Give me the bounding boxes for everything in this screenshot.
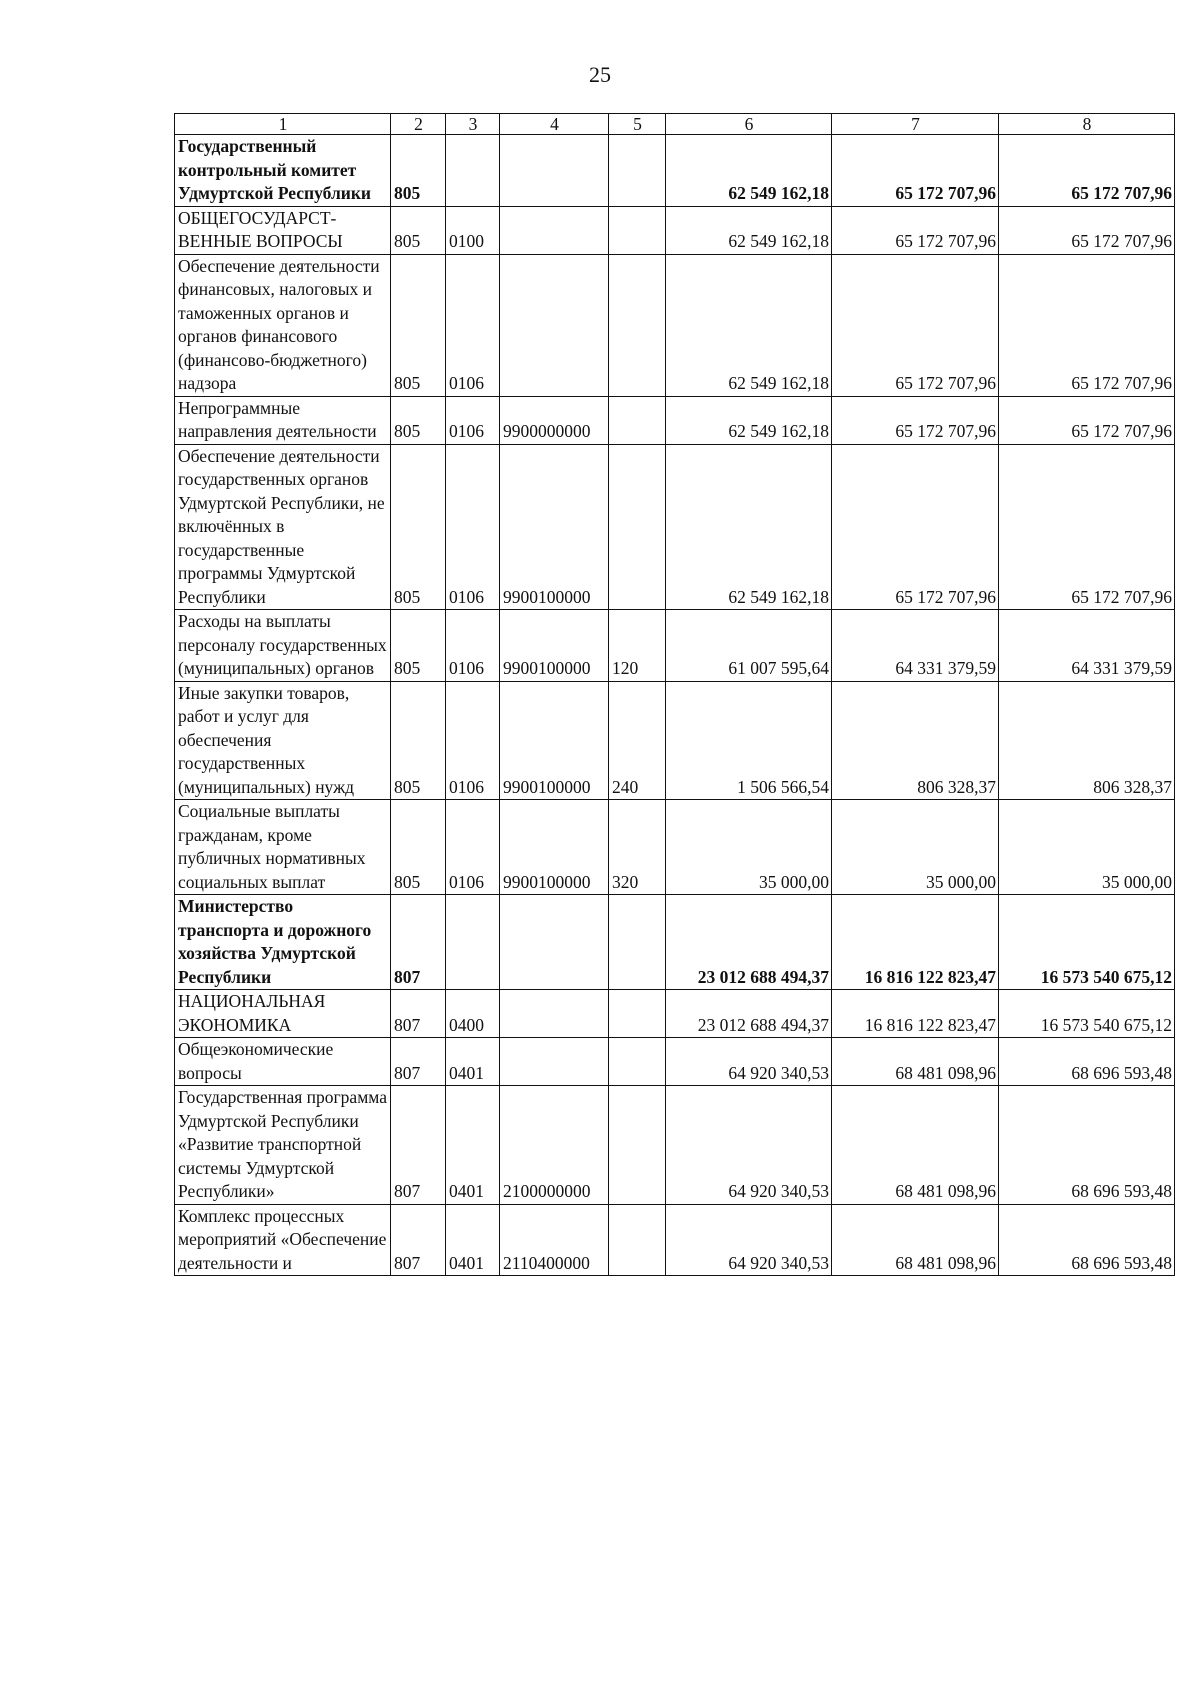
cell-name: Общеэкономические вопросы <box>175 1038 391 1086</box>
header-cell: 1 <box>175 114 391 135</box>
cell-name: Государственная программа Удмуртской Республики «Развитие транспортной системы Удмуртской Республики» <box>175 1086 391 1205</box>
cell-section-code: 0106 <box>446 396 500 444</box>
table-row <box>175 681 1175 800</box>
table-row <box>175 800 1175 895</box>
cell-amount-col6: 62 549 162,18 <box>666 135 832 207</box>
cell-amount-col7: 64 331 379,59 <box>832 610 999 682</box>
cell-section-code: 0100 <box>446 206 500 254</box>
cell-expense-type: 320 <box>609 800 666 895</box>
cell-amount-col6: 64 920 340,53 <box>666 1038 832 1086</box>
cell-amount-col7: 65 172 707,96 <box>832 254 999 396</box>
cell-name: ОБЩЕГОСУДАРСТ-ВЕННЫЕ ВОПРОСЫ <box>175 206 391 254</box>
cell-name: Министерство транспорта и дорожного хозяйства Удмуртской Республики <box>175 895 391 990</box>
cell-ministry-code: 805 <box>391 610 446 682</box>
cell-amount-col6: 62 549 162,18 <box>666 444 832 610</box>
cell-amount-col7: 68 481 098,96 <box>832 1086 999 1205</box>
table-row <box>175 610 1175 682</box>
cell-amount-col7: 68 481 098,96 <box>832 1038 999 1086</box>
cell-ministry-code: 805 <box>391 681 446 800</box>
cell-expense-type <box>609 1204 666 1276</box>
cell-ministry-code: 805 <box>391 396 446 444</box>
cell-amount-col8: 65 172 707,96 <box>999 396 1175 444</box>
table-row <box>175 396 1175 444</box>
table-row <box>175 444 1175 610</box>
cell-name: Государственный контрольный комитет Удмуртской Республики <box>175 135 391 207</box>
cell-amount-col7: 65 172 707,96 <box>832 444 999 610</box>
cell-expense-type <box>609 135 666 207</box>
cell-target-article: 9900100000 <box>500 681 609 800</box>
header-cell: 7 <box>832 114 999 135</box>
cell-name: Расходы на выплаты персоналу государственных (муниципальных) органов <box>175 610 391 682</box>
cell-amount-col6: 1 506 566,54 <box>666 681 832 800</box>
cell-target-article <box>500 895 609 990</box>
cell-name: Непрограммные направления деятельности <box>175 396 391 444</box>
cell-ministry-code: 805 <box>391 254 446 396</box>
table-row <box>175 1204 1175 1276</box>
cell-amount-col8: 65 172 707,96 <box>999 135 1175 207</box>
table-row <box>175 990 1175 1038</box>
cell-expense-type <box>609 254 666 396</box>
cell-ministry-code: 807 <box>391 1086 446 1205</box>
cell-amount-col8: 35 000,00 <box>999 800 1175 895</box>
cell-amount-col8: 16 573 540 675,12 <box>999 990 1175 1038</box>
cell-amount-col7: 35 000,00 <box>832 800 999 895</box>
cell-amount-col7: 65 172 707,96 <box>832 206 999 254</box>
table-row <box>175 206 1175 254</box>
cell-amount-col8: 65 172 707,96 <box>999 254 1175 396</box>
cell-amount-col7: 16 816 122 823,47 <box>832 895 999 990</box>
cell-expense-type: 120 <box>609 610 666 682</box>
cell-section-code <box>446 135 500 207</box>
cell-target-article <box>500 990 609 1038</box>
cell-amount-col6: 64 920 340,53 <box>666 1204 832 1276</box>
cell-name: НАЦИОНАЛЬНАЯ ЭКОНОМИКА <box>175 990 391 1038</box>
cell-amount-col8: 65 172 707,96 <box>999 444 1175 610</box>
cell-target-article: 9900100000 <box>500 800 609 895</box>
cell-name: Социальные выплаты гражданам, кроме публичных нормативных социальных выплат <box>175 800 391 895</box>
cell-amount-col6: 62 549 162,18 <box>666 396 832 444</box>
cell-target-article <box>500 1038 609 1086</box>
table-row <box>175 135 1175 207</box>
cell-target-article: 9900100000 <box>500 444 609 610</box>
cell-amount-col7: 16 816 122 823,47 <box>832 990 999 1038</box>
cell-amount-col6: 23 012 688 494,37 <box>666 990 832 1038</box>
page-number: 25 <box>589 62 611 87</box>
cell-target-article: 9900100000 <box>500 610 609 682</box>
header-cell: 3 <box>446 114 500 135</box>
cell-amount-col6: 61 007 595,64 <box>666 610 832 682</box>
cell-ministry-code: 807 <box>391 895 446 990</box>
header-row <box>175 114 1175 135</box>
cell-target-article <box>500 254 609 396</box>
cell-section-code: 0401 <box>446 1038 500 1086</box>
cell-name: Обеспечение деятельности финансовых, налоговых и таможенных органов и органов финансового (финансово-бюджетного) надзора <box>175 254 391 396</box>
cell-amount-col8: 806 328,37 <box>999 681 1175 800</box>
cell-amount-col8: 65 172 707,96 <box>999 206 1175 254</box>
header-cell: 2 <box>391 114 446 135</box>
cell-section-code: 0401 <box>446 1204 500 1276</box>
cell-amount-col8: 68 696 593,48 <box>999 1086 1175 1205</box>
cell-amount-col8: 68 696 593,48 <box>999 1204 1175 1276</box>
table-row <box>175 254 1175 396</box>
cell-amount-col7: 806 328,37 <box>832 681 999 800</box>
cell-expense-type <box>609 990 666 1038</box>
cell-expense-type <box>609 1038 666 1086</box>
cell-amount-col6: 64 920 340,53 <box>666 1086 832 1205</box>
cell-ministry-code: 805 <box>391 444 446 610</box>
cell-section-code: 0400 <box>446 990 500 1038</box>
cell-section-code <box>446 895 500 990</box>
header-cell: 6 <box>666 114 832 135</box>
cell-expense-type <box>609 895 666 990</box>
cell-section-code: 0106 <box>446 610 500 682</box>
cell-target-article: 2100000000 <box>500 1086 609 1205</box>
budget-table <box>174 113 1175 1276</box>
cell-section-code: 0106 <box>446 254 500 396</box>
cell-amount-col6: 23 012 688 494,37 <box>666 895 832 990</box>
cell-name: Комплекс процессных мероприятий «Обеспечение деятельности и <box>175 1204 391 1276</box>
cell-expense-type <box>609 206 666 254</box>
cell-amount-col8: 68 696 593,48 <box>999 1038 1175 1086</box>
cell-amount-col7: 65 172 707,96 <box>832 396 999 444</box>
cell-expense-type <box>609 396 666 444</box>
table-row <box>175 1038 1175 1086</box>
cell-ministry-code: 807 <box>391 1204 446 1276</box>
cell-amount-col6: 62 549 162,18 <box>666 254 832 396</box>
cell-amount-col7: 65 172 707,96 <box>832 135 999 207</box>
cell-target-article: 9900000000 <box>500 396 609 444</box>
cell-amount-col6: 62 549 162,18 <box>666 206 832 254</box>
cell-target-article <box>500 135 609 207</box>
cell-amount-col8: 16 573 540 675,12 <box>999 895 1175 990</box>
cell-expense-type: 240 <box>609 681 666 800</box>
cell-amount-col7: 68 481 098,96 <box>832 1204 999 1276</box>
cell-ministry-code: 805 <box>391 206 446 254</box>
cell-section-code: 0106 <box>446 681 500 800</box>
cell-expense-type <box>609 1086 666 1205</box>
cell-target-article: 2110400000 <box>500 1204 609 1276</box>
cell-target-article <box>500 206 609 254</box>
cell-ministry-code: 807 <box>391 1038 446 1086</box>
header-cell: 8 <box>999 114 1175 135</box>
table-row <box>175 895 1175 990</box>
cell-amount-col8: 64 331 379,59 <box>999 610 1175 682</box>
cell-ministry-code: 807 <box>391 990 446 1038</box>
cell-section-code: 0106 <box>446 800 500 895</box>
header-cell: 4 <box>500 114 609 135</box>
cell-amount-col6: 35 000,00 <box>666 800 832 895</box>
header-cell: 5 <box>609 114 666 135</box>
table-row <box>175 1086 1175 1205</box>
cell-name: Обеспечение деятельности государственных органов Удмуртской Республики, не включённых в государственные программы Удмуртской Республики <box>175 444 391 610</box>
cell-expense-type <box>609 444 666 610</box>
cell-ministry-code: 805 <box>391 135 446 207</box>
cell-ministry-code: 805 <box>391 800 446 895</box>
cell-section-code: 0401 <box>446 1086 500 1205</box>
cell-name: Иные закупки товаров, работ и услуг для обеспечения государственных (муниципальных) нужд <box>175 681 391 800</box>
cell-section-code: 0106 <box>446 444 500 610</box>
